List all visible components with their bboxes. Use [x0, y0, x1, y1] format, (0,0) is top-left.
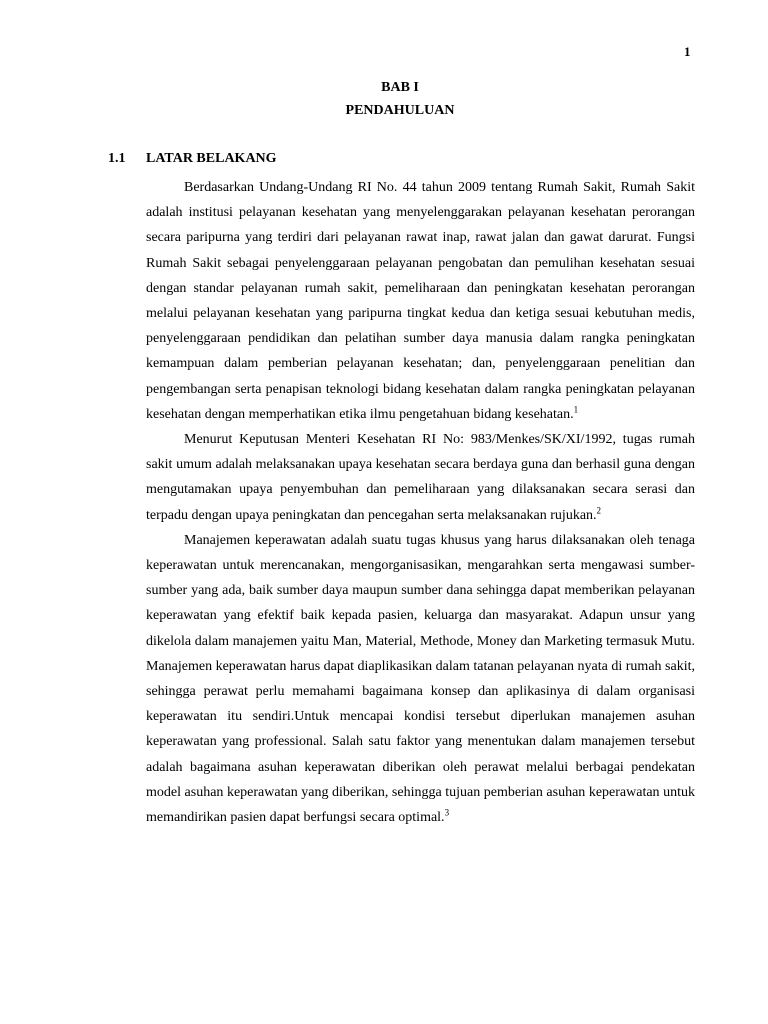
footnote-ref-2: 2 — [596, 504, 602, 515]
paragraph-2-text: Menurut Keputusan Menteri Kesehatan RI No: 983/Menkes/SK/XI/1992, tugas rumah sakit umum adalah melaksanakan upaya kesehatan secara berdaya guna dan berhasil guna dengan mengutamakan upaya penyembuhan dan pemeliharaan yang dilaksanakan secara serasi dan terpadu dengan upaya peningkatan dan pencegahan serta melaksanakan rujukan. — [146, 432, 695, 523]
paragraph-1-text: Berdasarkan Undang-Undang RI No. 44 tahun 2009 tentang Rumah Sakit, Rumah Sakit adalah institusi pelayanan kesehatan yang menyelenggarakan pelayanan kesehatan perorangan secara paripurna yang terdiri dari pelayanan rawat inap, rawat jalan dan gawat darurat. Fungsi Rumah Sakit sebagai penyelenggaraan pelayanan pengobatan dan pemulihan kesehatan sesuai dengan standar pelayanan rumah sakit, pemeliharaan dan peningkatan kesehatan perorangan melalui pelayanan kesehatan yang paripurna tingkat kedua dan ketiga sesuai kebutuhan medis, penyelenggaraan pendidikan dan pelatihan sumber daya manusia dalam rangka peningkatan kemampuan dalam pemberian pelayanan kesehatan; dan, penyelenggaraan penelitian dan pengembangan serta penapisan teknologi bidang kesehatan dalam rangka peningkatan pelayanan kesehatan dengan memperhatikan etika ilmu pengetahuan bidang kesehatan. — [146, 180, 695, 422]
paragraph-2 — [146, 427, 695, 528]
section-title: LATAR BELAKANG — [146, 151, 277, 166]
page-number: 1 — [684, 44, 691, 59]
chapter-label: BAB I — [381, 80, 419, 95]
paragraph-3-text: Manajemen keperawatan adalah suatu tugas khusus yang harus dilaksanakan oleh tenaga keperawatan untuk merencanakan, mengorganisasikan, mengarahkan serta mengawasi sumber-sumber yang ada, baik sumber daya maupun sumber dana sehingga dapat memberikan pelayanan keperawatan yang efektif baik kepada pasien, keluarga dan masyarakat. Adapun unsur yang dikelola dalam manajemen yaitu Man, Material, Methode, Money dan Marketing termasuk Mutu. Manajemen keperawatan harus dapat diaplikasikan dalam tatanan pelayanan nyata di rumah sakit, sehingga perawat perlu memahami bagaimana konsep dan aplikasinya di dalam organisasi keperawatan itu sendiri.Untuk mencapai kondisi tersebut diperlukan manajemen asuhan keperawatan yang professional. Salah satu faktor yang menentukan dalam manajemen tersebut adalah bagaimana asuhan keperawatan diberikan oleh perawat melalui berbagai pendekatan model asuhan keperawatan yang diberikan, sehingga tujuan pemberian asuhan keperawatan untuk memandirikan pasien dapat berfungsi secara optimal. — [146, 532, 695, 826]
footnote-ref-1: 1 — [573, 404, 579, 415]
footnote-ref-3: 3 — [444, 807, 450, 818]
chapter-title: PENDAHULUAN — [345, 103, 455, 118]
section-number: 1.1 — [108, 151, 126, 166]
paragraph-1 — [146, 175, 695, 427]
paragraph-3 — [146, 528, 695, 830]
body-text — [146, 175, 695, 830]
